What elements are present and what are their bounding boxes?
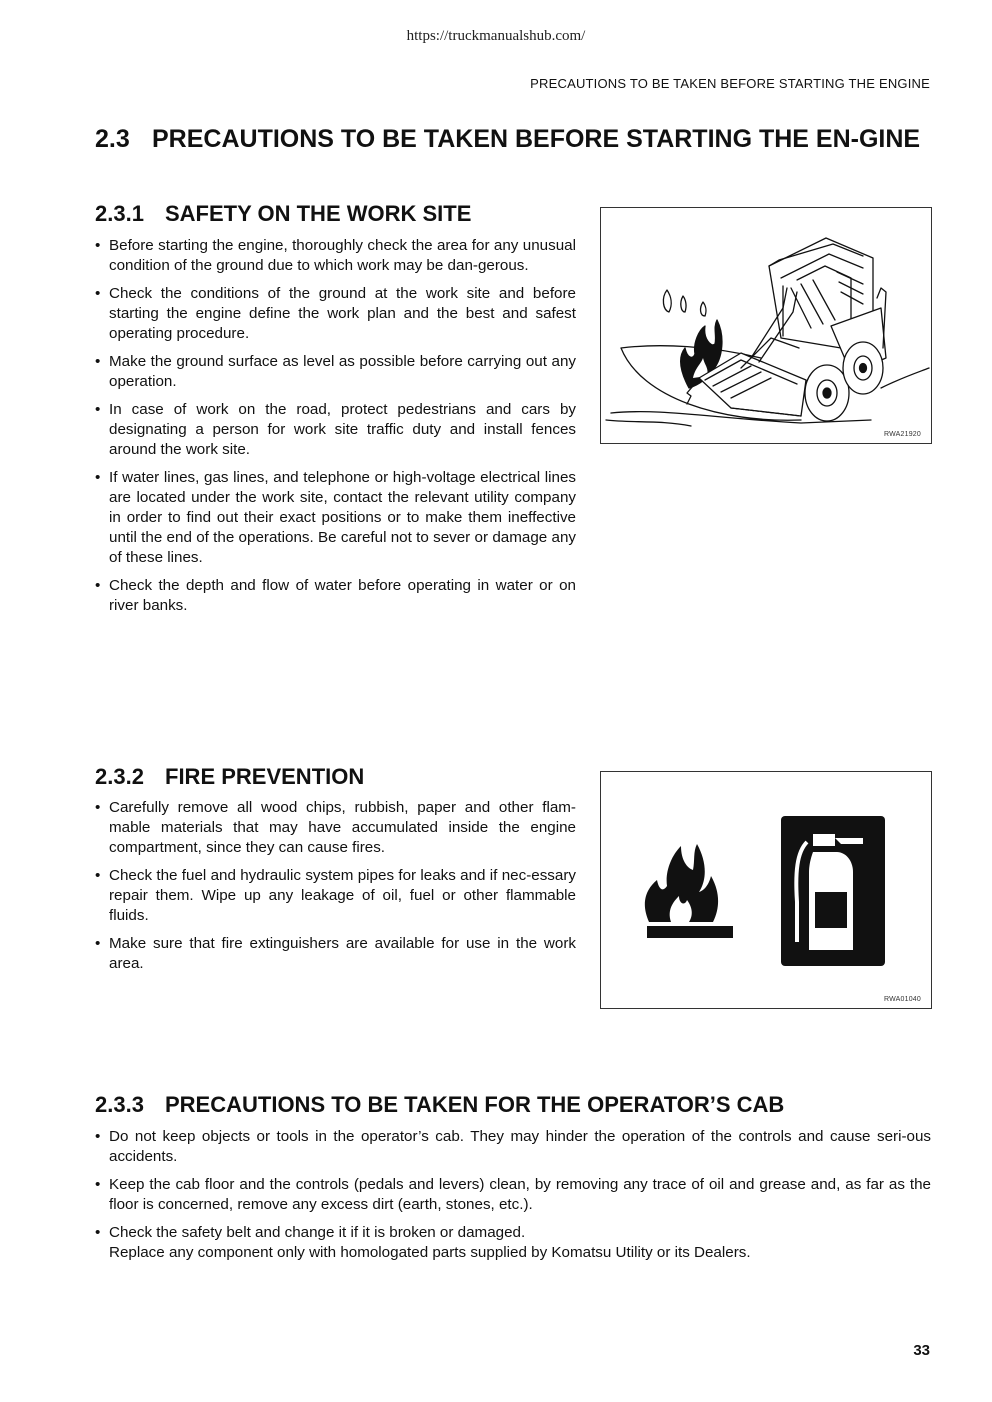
section-heading — [95, 124, 935, 155]
running-header: PRECAUTIONS TO BE TAKEN BEFORE STARTING THE ENGINE — [530, 76, 930, 91]
fire-bullet-list — [95, 798, 576, 982]
list-item: • Carefully remove all wood chips, rubbish, paper and other flam-mable materials that may have accumulated inside the engine compartment, since they can cause fires. — [95, 798, 576, 858]
list-item: • Check the fuel and hydraulic system pipes for leaks and if nec-essary repair them. Wipe up any leakage of oil, fuel or other flammable fluids. — [95, 866, 576, 926]
list-item: • Check the depth and flow of water before operating in water or on river banks. — [95, 576, 576, 616]
subsection-number: 2.3.2 — [95, 764, 144, 789]
skid-steer-figure — [600, 207, 932, 444]
list-item: • In case of work on the road, protect pedestrians and cars by designating a person for work site traffic duty and install fences around the work site. — [95, 400, 576, 460]
subsection-heading-cab — [95, 1092, 784, 1118]
flame-icon — [645, 844, 733, 938]
subsection-number: 2.3.1 — [95, 201, 144, 226]
subsection-title: SAFETY ON THE WORK SITE — [165, 201, 472, 226]
list-item: • Make the ground surface as level as possible before carrying out any operation. — [95, 352, 576, 392]
subsection-title: FIRE PREVENTION — [165, 764, 365, 789]
subsection-title: PRECAUTIONS TO BE TAKEN FOR THE OPERATOR’S CAB — [165, 1092, 785, 1117]
subsection-heading-fire — [95, 764, 364, 790]
figure-code: RWA01040 — [883, 996, 921, 1003]
subsection-number: 2.3.3 — [95, 1092, 144, 1117]
page-number: 33 — [913, 1342, 930, 1359]
skid-steer-loader-icon — [601, 208, 931, 443]
list-item: • Do not keep objects or tools in the operator’s cab. They may hinder the operation of the controls and cause seri-ous accidents. — [95, 1127, 931, 1167]
fire-extinguisher-icon — [781, 816, 885, 966]
list-item — [95, 1223, 931, 1263]
section-title: PRECAUTIONS TO BE TAKEN BEFORE STARTING THE EN-GINE — [152, 125, 921, 153]
list-item: • If water lines, gas lines, and telephone or high-voltage electrical lines are located under the work site, contact the relevant utility company in order to find out their exact positions or to make them ineffective until the end of the operations. Be careful not to sever or damage any of these lines. — [95, 468, 576, 568]
list-item: • Keep the cab floor and the controls (pedals and levers) clean, by removing any trace of oil and grease and, as far as the floor is concerned, remove any excess dirt (earth, stones, etc.). — [95, 1175, 931, 1215]
figure-code: RWA21920 — [883, 431, 921, 438]
list-item-text: Check the safety belt and change it if it is broken or damaged. — [109, 1224, 526, 1241]
subsection-heading-safety — [95, 201, 471, 227]
cab-bullet-list — [95, 1127, 931, 1271]
fire-prevention-figure — [600, 771, 932, 1009]
section-number: 2.3 — [95, 125, 130, 153]
list-item-continuation: Replace any component only with homologated parts supplied by Komatsu Utility or its Dealers. — [109, 1244, 751, 1261]
source-url[interactable]: https://truckmanualshub.com/ — [406, 28, 586, 44]
list-item: • Check the conditions of the ground at the work site and before starting the engine define the work plan and the best and safest operating procedure. — [95, 284, 576, 344]
list-item: • Make sure that fire extinguishers are available for use in the work area. — [95, 934, 576, 974]
safety-bullet-list — [95, 236, 576, 624]
list-item: • Before starting the engine, thoroughly check the area for any unusual condition of the ground due to which work may be dan-gerous. — [95, 236, 576, 276]
